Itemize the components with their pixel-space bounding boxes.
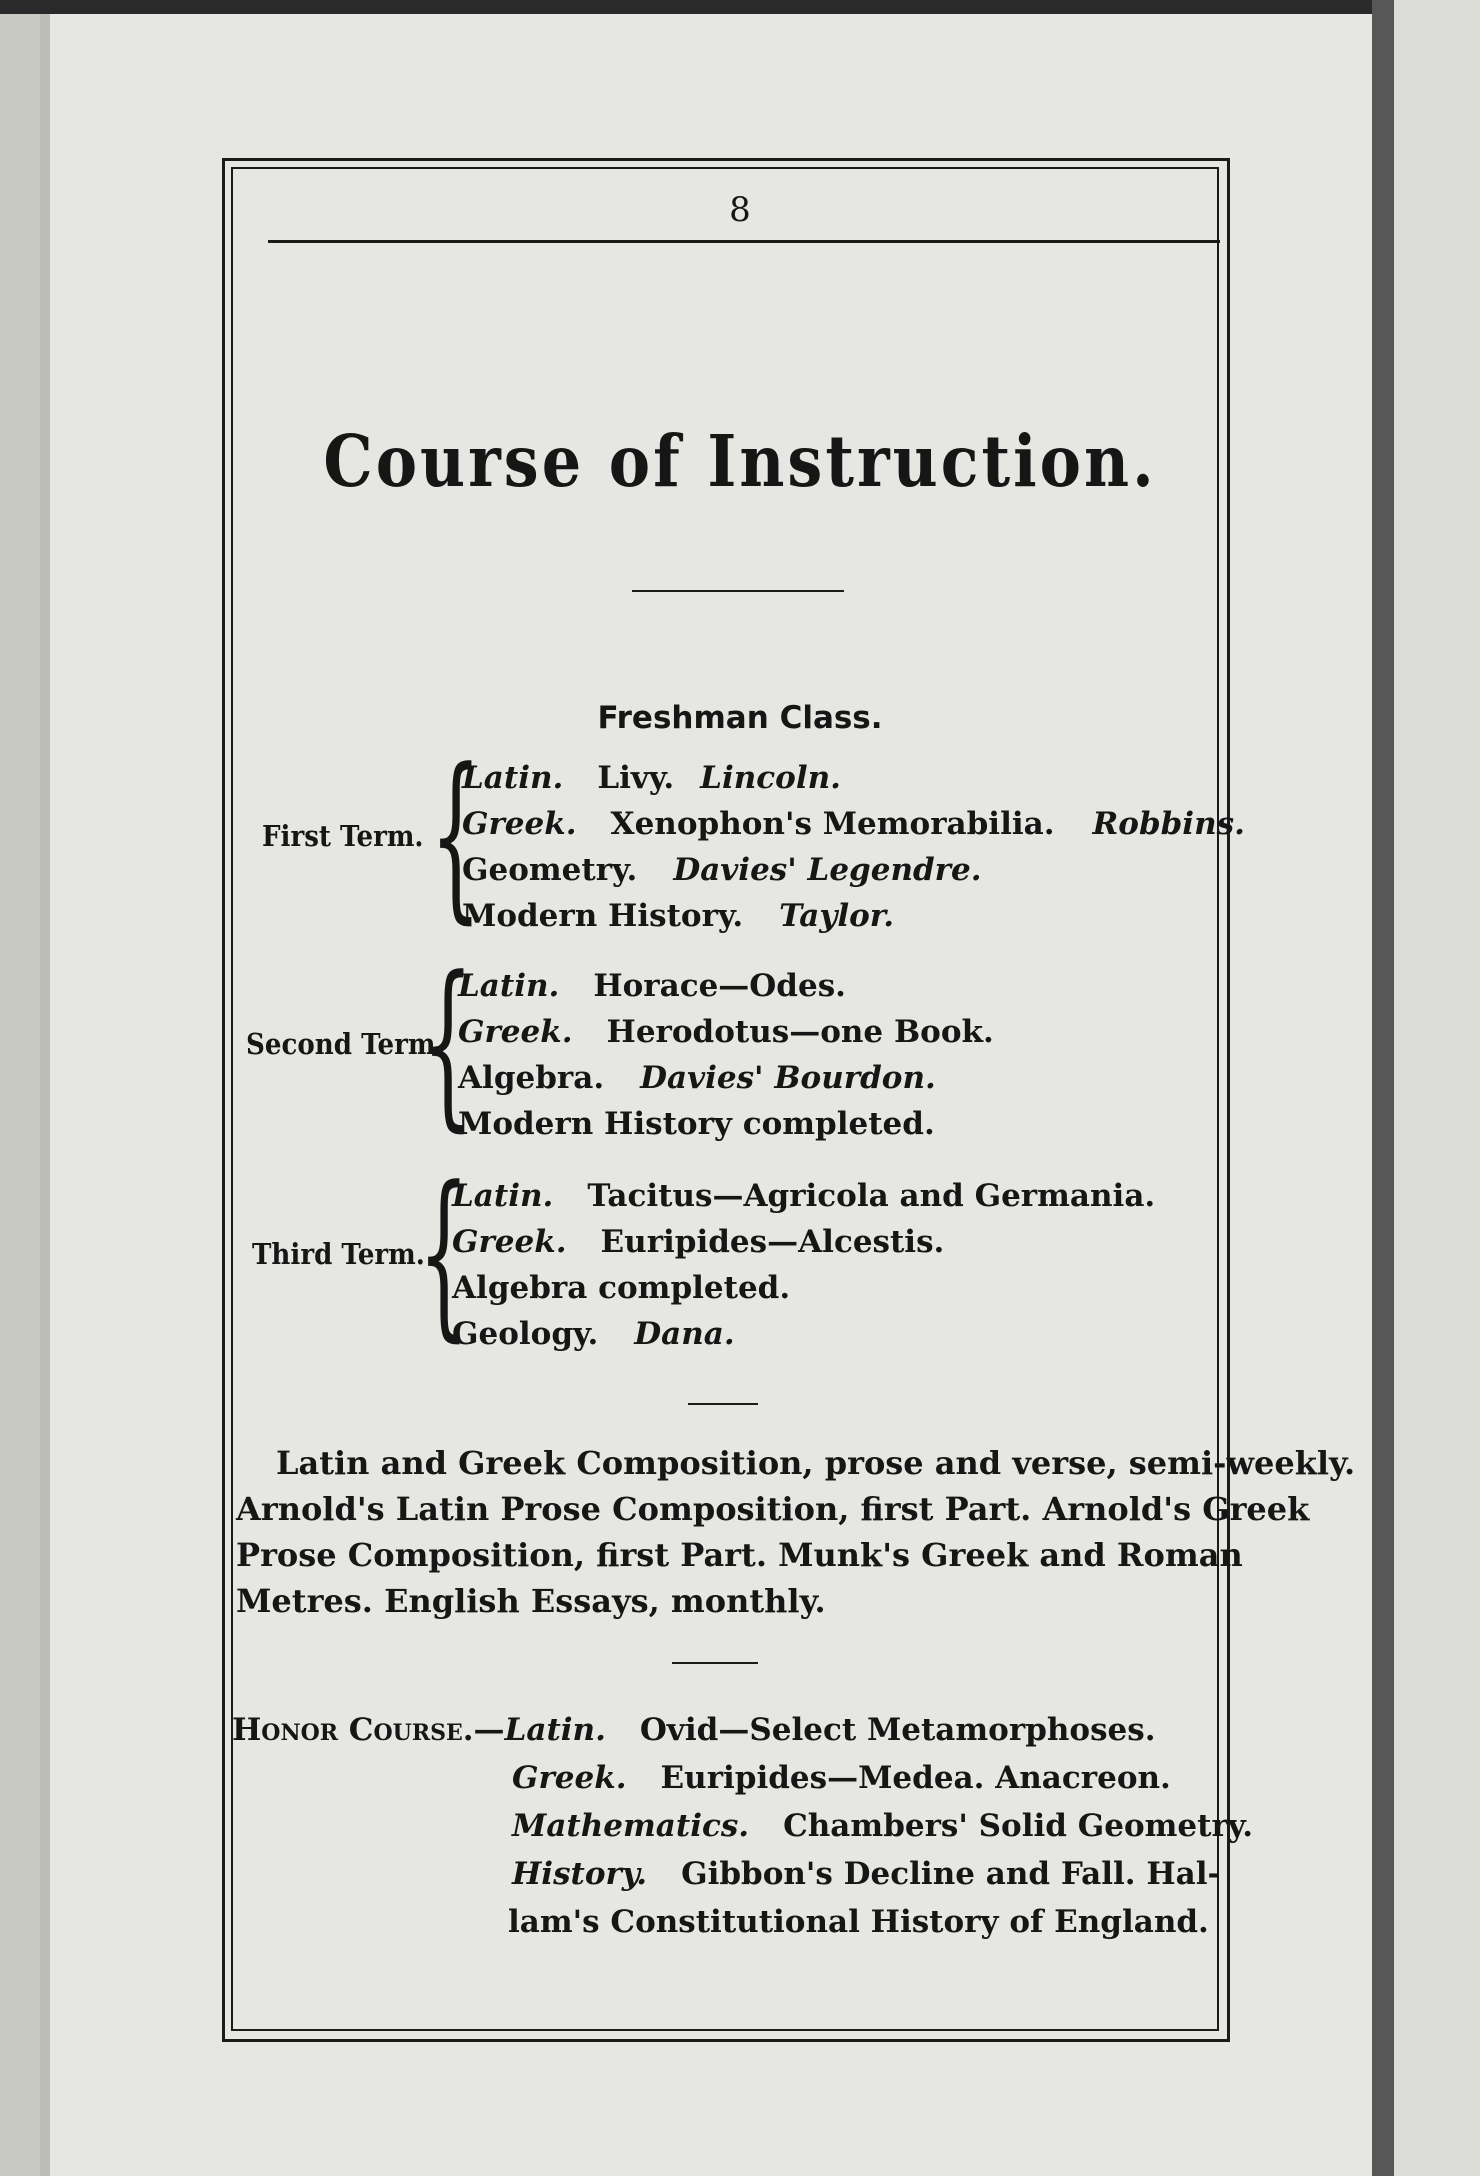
scan-edge-top xyxy=(0,0,1480,14)
subject-row xyxy=(452,1178,1155,1214)
subject-row xyxy=(458,1014,994,1050)
subject-name: Geology. xyxy=(452,1316,599,1352)
subject-text: Horace—Odes. xyxy=(593,968,846,1004)
honor-text: Ovid—Select Metamorphoses. xyxy=(639,1712,1156,1748)
honor-course-label: Honor Course.— xyxy=(232,1712,505,1748)
subject-row xyxy=(458,1060,936,1096)
honor-subject: History. xyxy=(512,1856,648,1892)
term-label: First Term. xyxy=(262,819,424,853)
subject-author: Davies' Bourdon. xyxy=(640,1060,936,1096)
subject-name: Modern History. xyxy=(462,898,744,934)
section-rule-1 xyxy=(688,1403,758,1405)
honor-item xyxy=(512,1760,1171,1796)
term-label: Second Term. xyxy=(246,1027,445,1061)
subject-row xyxy=(452,1270,790,1306)
scan-edge-right xyxy=(1372,0,1394,2176)
honor-subject: Greek. xyxy=(512,1760,627,1796)
subject-text: Herodotus—one Book. xyxy=(606,1014,994,1050)
honor-continuation: lam's Constitutional History of England. xyxy=(508,1904,1209,1940)
page-title: Course of Instruction. xyxy=(323,419,1157,504)
honor-item xyxy=(512,1808,1253,1844)
honor-item xyxy=(512,1856,1220,1892)
subject-author: Taylor. xyxy=(779,898,895,934)
subject-text: Livy. xyxy=(597,760,675,796)
class-heading: Freshman Class. xyxy=(597,700,883,736)
section-rule-2 xyxy=(672,1662,758,1664)
subject-text: Euripides—Alcestis. xyxy=(600,1224,945,1260)
subject-author: Robbins. xyxy=(1092,806,1245,842)
scan-shadow xyxy=(40,0,50,2176)
composition-line: Metres. English Essays, monthly. xyxy=(236,1582,826,1620)
title-rule xyxy=(632,590,844,592)
subject-name: Modern History completed. xyxy=(458,1106,935,1142)
subject-name: Greek. xyxy=(452,1224,567,1260)
honor-subject: Latin. xyxy=(504,1712,606,1748)
subject-row xyxy=(452,1224,944,1260)
term-brace: { xyxy=(430,731,482,940)
composition-line: Latin and Greek Composition, prose and verse, semi-weekly. xyxy=(276,1444,1356,1482)
subject-row xyxy=(452,1316,735,1352)
honor-text: Chambers' Solid Geometry. xyxy=(783,1808,1254,1844)
subject-row xyxy=(462,760,841,796)
subject-name: Latin. xyxy=(452,1178,554,1214)
subject-row xyxy=(458,1106,935,1142)
honor-subject: Mathematics. xyxy=(512,1808,750,1844)
subject-name: Geometry. xyxy=(462,852,638,888)
composition-line: Prose Composition, first Part. Munk's Greek and Roman xyxy=(236,1536,1243,1574)
composition-paragraph xyxy=(236,1440,1356,1624)
honor-item xyxy=(232,1712,1156,1748)
header-rule xyxy=(268,240,1220,243)
honor-text: Gibbon's Decline and Fall. Hal- xyxy=(681,1856,1221,1892)
subject-name: Latin. xyxy=(458,968,560,1004)
subject-author: Davies' Legendre. xyxy=(673,852,982,888)
subject-name: Greek. xyxy=(462,806,577,842)
term-brace: { xyxy=(418,1149,470,1358)
scan-margin-right xyxy=(1394,0,1480,2176)
subject-name: Greek. xyxy=(458,1014,573,1050)
subject-name: Algebra. xyxy=(458,1060,605,1096)
subject-author: Dana. xyxy=(634,1316,735,1352)
subject-name: Algebra completed. xyxy=(452,1270,791,1306)
term-brace: { xyxy=(422,939,474,1148)
honor-text: Euripides—Medea. Anacreon. xyxy=(660,1760,1171,1796)
subject-row xyxy=(462,898,894,934)
subject-name: Latin. xyxy=(462,760,564,796)
page-number: 8 xyxy=(729,190,751,230)
subject-author: Lincoln. xyxy=(700,760,841,796)
subject-text: Tacitus—Agricola and Germania. xyxy=(587,1178,1156,1214)
subject-row xyxy=(462,852,982,888)
subject-text: Xenophon's Memorabilia. xyxy=(610,806,1055,842)
term-label: Third Term. xyxy=(252,1237,425,1271)
composition-line: Arnold's Latin Prose Composition, first Part. Arnold's Greek xyxy=(236,1490,1310,1528)
subject-row xyxy=(458,968,846,1004)
subject-row xyxy=(462,806,1245,842)
